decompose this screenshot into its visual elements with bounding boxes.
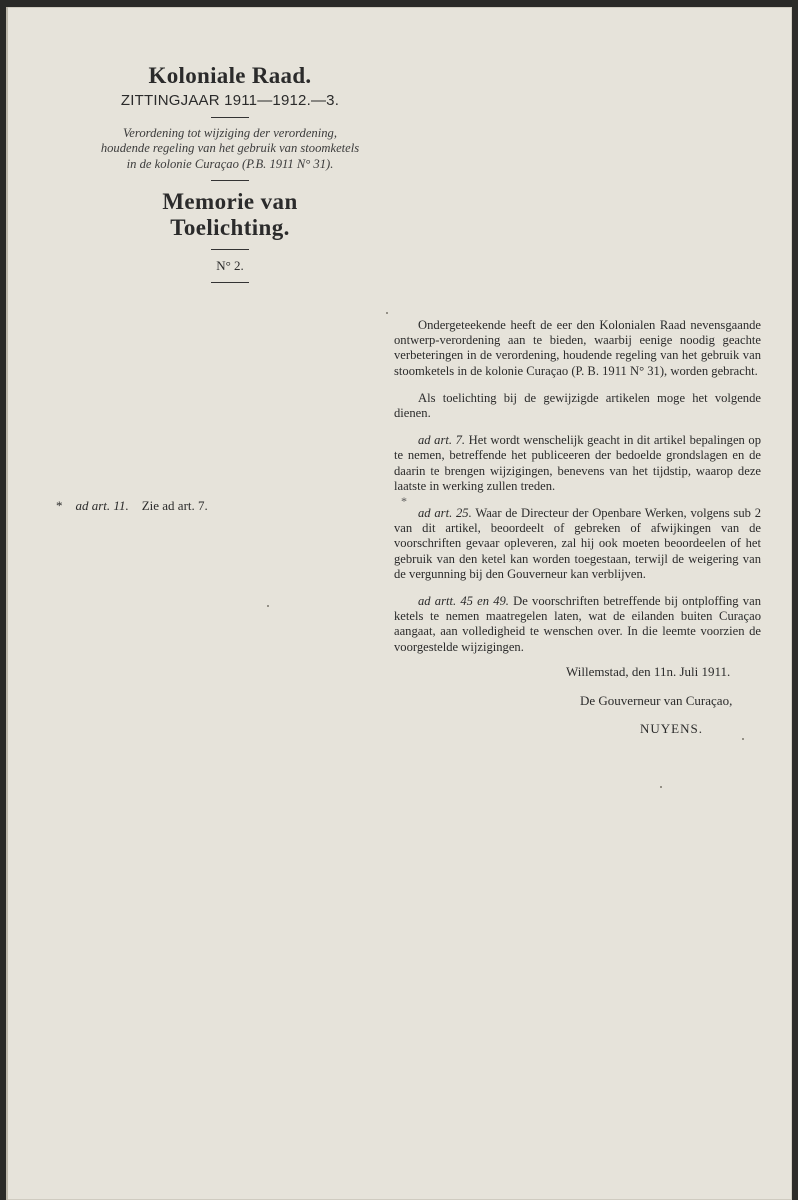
divider — [211, 180, 249, 181]
page-edge — [6, 7, 8, 1200]
divider — [211, 282, 249, 283]
margin-note-marker: * — [56, 498, 63, 513]
article-ref: ad artt. 45 en 49. — [418, 594, 509, 609]
paragraph-intro: Ondergeteekende heeft de eer den Kolonialen Raad nevensgaande ontwerp-verordening aan te bieden, waarbij eenige noodig geachte verbeteringen in de verordening, houdende regeling van het gebruik van stoomketels in de kolonie Curaçao (P. B. 1911 N° 31), worden gebracht. — [394, 318, 761, 378]
signature: NUYENS. — [640, 721, 703, 736]
scan-border — [792, 0, 798, 1200]
paragraph-art-7 — [394, 433, 761, 494]
paper-speck — [386, 312, 388, 314]
margin-note-text: Zie ad art. 7. — [141, 498, 208, 513]
paragraph-art-25 — [394, 506, 761, 582]
council-title: Koloniale Raad. — [148, 63, 312, 88]
paragraph-art-45-49 — [394, 594, 761, 655]
article-ref: ad art. 7. — [418, 433, 466, 448]
session-year: ZITTINGJAAR 1911—1912.—3. — [120, 91, 340, 109]
place-date: Willemstad, den 11n. Juli 1911. — [566, 664, 731, 679]
subject-description: Verordening tot wijziging der verordening, houdende regeling van het gebruik van stoomketels in de kolonie Curaçao (P.B. 1911 N° 31). — [100, 125, 360, 171]
paper-speck — [742, 738, 744, 740]
memorie-heading: Memorie van Toelichting. — [162, 189, 298, 241]
article-text: De voorschriften betreffende bij ontploffing van ketels te nemen maatregelen laten, wat de eilanden buiten Curaçao aangaat, aan volledigheid te wenschen over. In die leemte voorzien de voorgestelde wijzigingen. — [394, 594, 761, 654]
article-ref: ad art. 25. — [418, 506, 472, 521]
document-header — [100, 62, 360, 291]
footnote-asterisk: * — [401, 494, 407, 508]
divider — [211, 117, 249, 118]
document-number: N° 2. — [216, 258, 244, 274]
governor-title: De Gouverneur van Curaçao, — [580, 693, 733, 708]
article-text: Waar de Directeur der Openbare Werken, volgens sub 2 van dit artikel, beoordeelt of gebreken of afwijkingen van de voorschriften gevaar opleveren, zal hij ook moeten beoordeelen of het gebruik van den ketel kan worden toegestaan, terwijl de weigering van de vergunning bij den Gouverneur kan verblijven. — [394, 506, 762, 581]
margin-note — [56, 498, 256, 514]
paper-speck — [660, 786, 662, 788]
divider — [211, 249, 249, 250]
memorandum-body — [394, 318, 761, 667]
paper-speck — [267, 605, 269, 607]
margin-note-ref: ad art. 11. — [75, 498, 129, 513]
paragraph-explanation: Als toelichting bij de gewijzigde artikelen moge het volgende dienen. — [394, 390, 761, 421]
article-text: Het wordt wenschelijk geacht in dit artikel bepalingen op te nemen, betreffende het publiceeren der bedoelde grondslagen en de daarin te brengen wijzigingen, benevens van het tijdstip, waarop deze laatste in werking zullen treden. — [394, 433, 762, 493]
